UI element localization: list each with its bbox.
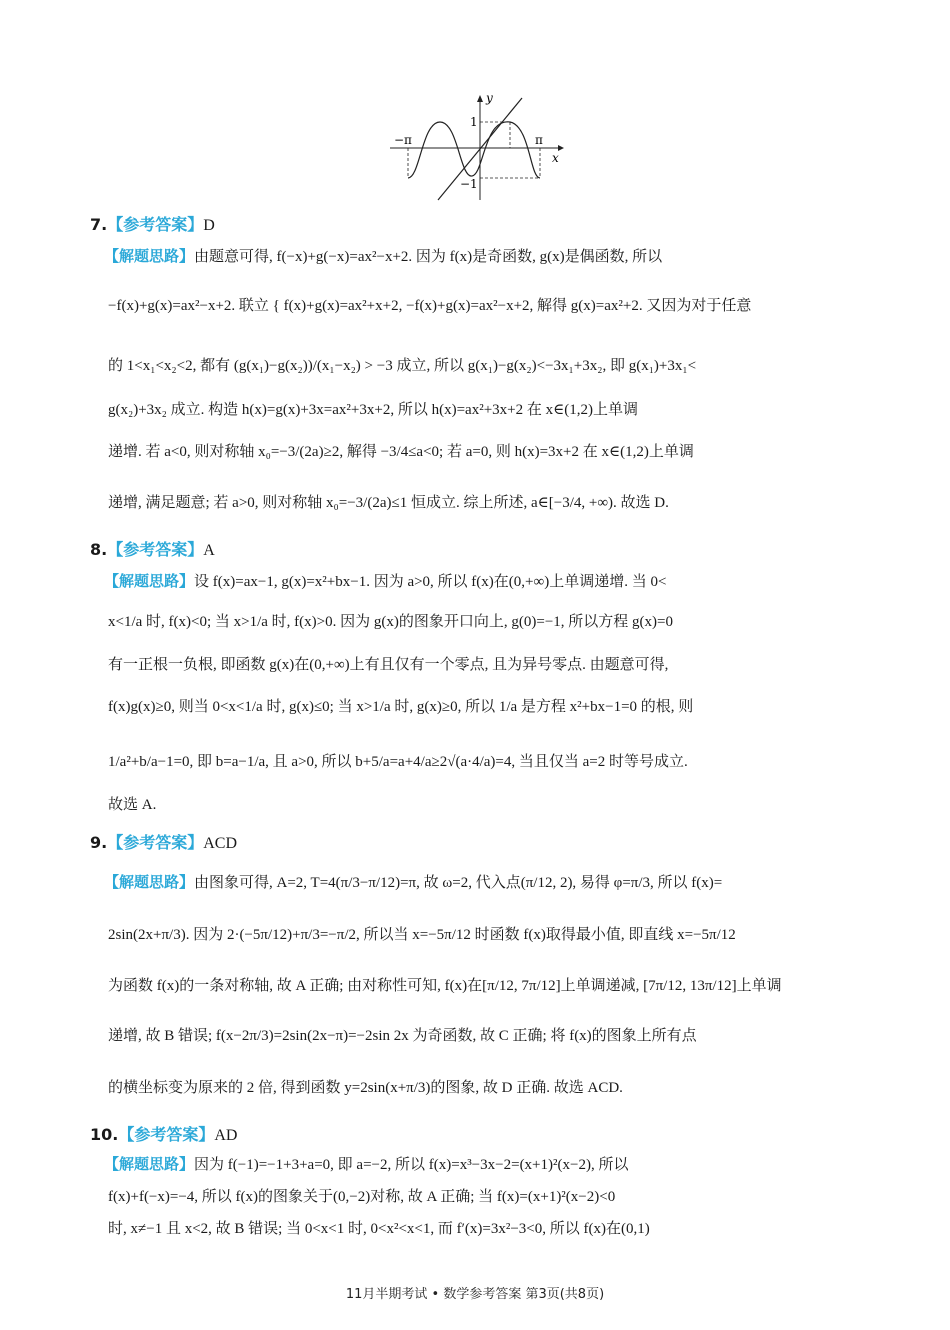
q9-number: 9. [90, 833, 108, 852]
one-label: 1 [470, 115, 478, 129]
x-axis-arrow [558, 145, 564, 151]
neg-pi-label: −π [394, 133, 412, 147]
q7-line-2: −f(x)+g(x)=ax²−x+2. 联立 { f(x)+g(x)=ax²+x+2, −f(x)+g(x)=ax²−x+2, 解得 g(x)=ax²+2. 又因为对于任意 [108, 298, 752, 314]
q8-line-4: f(x)g(x)≥0, 则当 0<x<1/a 时, g(x)≤0; 当 x>1/a 时, g(x)≥0, 所以 1/a 是方程 x²+bx−1=0 的根, 则 [108, 699, 694, 715]
q7-line-6: 递增, 满足题意; 若 a>0, 则对称轴 x₀=−3/(2a)≤1 恒成立. 综上所述, a∈[−3/4, +∞). 故选 D. [108, 495, 669, 511]
q7-line-3: 的 1<x₁<x₂<2, 都有 (g(x₁)−g(x₂))/(x₁−x₂) > −3 成立, 所以 g(x₁)−g(x₂)<−3x₁+3x₂, 即 g(x₁)+3x₁< [108, 358, 697, 374]
q9-line-1: 【解题思路】由图象可得, A=2, T=4(π/3−π/12)=π, 故 ω=2, 代入点(π/12, 2), 易得 φ=π/3, 所以 f(x)= [104, 873, 723, 891]
q9-line-2: 2sin(2x+π/3). 因为 2·(−5π/12)+π/3=−π/2, 所以当 x=−5π/12 时函数 f(x)取得最小值, 即直线 x=−5π/12 [108, 927, 736, 943]
q7-answer: D [203, 217, 215, 234]
q9-answer-tag: 【参考答案】 [107, 833, 204, 852]
q7-header [90, 212, 215, 235]
q9-line-3: 为函数 f(x)的一条对称轴, 故 A 正确; 由对称性可知, f(x)在[π/12, 7π/12]上单调递减, [7π/12, 13π/12]上单调 [108, 978, 782, 994]
q8-line-1: 【解题思路】设 f(x)=ax−1, g(x)=x²+bx−1. 因为 a>0, 所以 f(x)在(0,+∞)上单调递增. 当 0< [104, 572, 667, 590]
q7-idea-tag: 【解题思路】 [104, 247, 195, 265]
x-label: x [552, 151, 559, 165]
q9-header [90, 830, 237, 853]
q8-line-3: 有一正根一负根, 即函数 g(x)在(0,+∞)上有且仅有一个零点, 且为异号零点. 由题意可得, [108, 657, 669, 673]
q10-answer-tag: 【参考答案】 [118, 1125, 215, 1144]
q10-number: 10. [90, 1125, 119, 1144]
q8-answer: A [203, 542, 215, 559]
q9-answer: ACD [203, 835, 238, 852]
q7-line-5: 递增. 若 a<0, 则对称轴 x₀=−3/(2a)≥2, 解得 −3/4≤a<0; 若 a=0, 则 h(x)=3x+2 在 x∈(1,2)上单调 [108, 444, 694, 460]
q7-line-1: 【解题思路】由题意可得, f(−x)+g(−x)=ax²−x+2. 因为 f(x)是奇函数, g(x)是偶函数, 所以 [104, 247, 663, 265]
q8-header [90, 537, 215, 560]
q8-line-6: 故选 A. [108, 797, 157, 813]
q7-number: 7. [90, 215, 108, 234]
q8-answer-tag: 【参考答案】 [107, 540, 204, 559]
y-axis-arrow [477, 95, 483, 102]
sine-curve [408, 122, 540, 178]
q10-line-2: f(x)+f(−x)=−4, 所以 f(x)的图象关于(0,−2)对称, 故 A 正确; 当 f(x)=(x+1)²(x−2)<0 [108, 1189, 616, 1205]
q8-line-2: x<1/a 时, f(x)<0; 当 x>1/a 时, f(x)>0. 因为 g(x)的图象开口向上, g(0)=−1, 所以方程 g(x)=0 [108, 614, 673, 630]
q10-line-1: 【解题思路】因为 f(−1)=−1+3+a=0, 即 a=−2, 所以 f(x)=x³−3x−2=(x+1)²(x−2), 所以 [104, 1155, 629, 1173]
neg-one-label: −1 [460, 177, 478, 191]
q9-line-4: 递增, 故 B 错误; f(x−2π/3)=2sin(2x−π)=−2sin 2x 为奇函数, 故 C 正确; 将 f(x)的图象上所有点 [108, 1028, 697, 1044]
function-graph-figure [380, 88, 580, 208]
q8-number: 8. [90, 540, 108, 559]
page-footer: 11月半期考试 • 数学参考答案 第3页(共8页) [345, 1287, 605, 1302]
pi-label: π [535, 133, 543, 147]
q10-idea-tag: 【解题思路】 [104, 1155, 195, 1173]
q10-line-3: 时, x≠−1 且 x<2, 故 B 错误; 当 0<x<1 时, 0<x²<x<1, 而 f′(x)=3x²−3<0, 所以 f(x)在(0,1) [108, 1221, 650, 1237]
q9-idea-tag: 【解题思路】 [104, 873, 195, 891]
y-label: y [486, 91, 493, 105]
q8-idea-tag: 【解题思路】 [104, 572, 195, 590]
q10-header [90, 1122, 237, 1145]
q7-answer-tag: 【参考答案】 [107, 215, 204, 234]
q9-line-5: 的横坐标变为原来的 2 倍, 得到函数 y=2sin(x+π/3)的图象, 故 D 正确. 故选 ACD. [108, 1080, 623, 1096]
q10-answer: AD [214, 1127, 238, 1144]
q8-line-5: 1/a²+b/a−1=0, 即 b=a−1/a, 且 a>0, 所以 b+5/a=a+4/a≥2√(a·4/a)=4, 当且仅当 a=2 时等号成立. [108, 754, 688, 770]
q7-line-4: g(x₂)+3x₂ 成立. 构造 h(x)=g(x)+3x=ax²+3x+2, 所以 h(x)=ax²+3x+2 在 x∈(1,2)上单调 [108, 402, 638, 418]
